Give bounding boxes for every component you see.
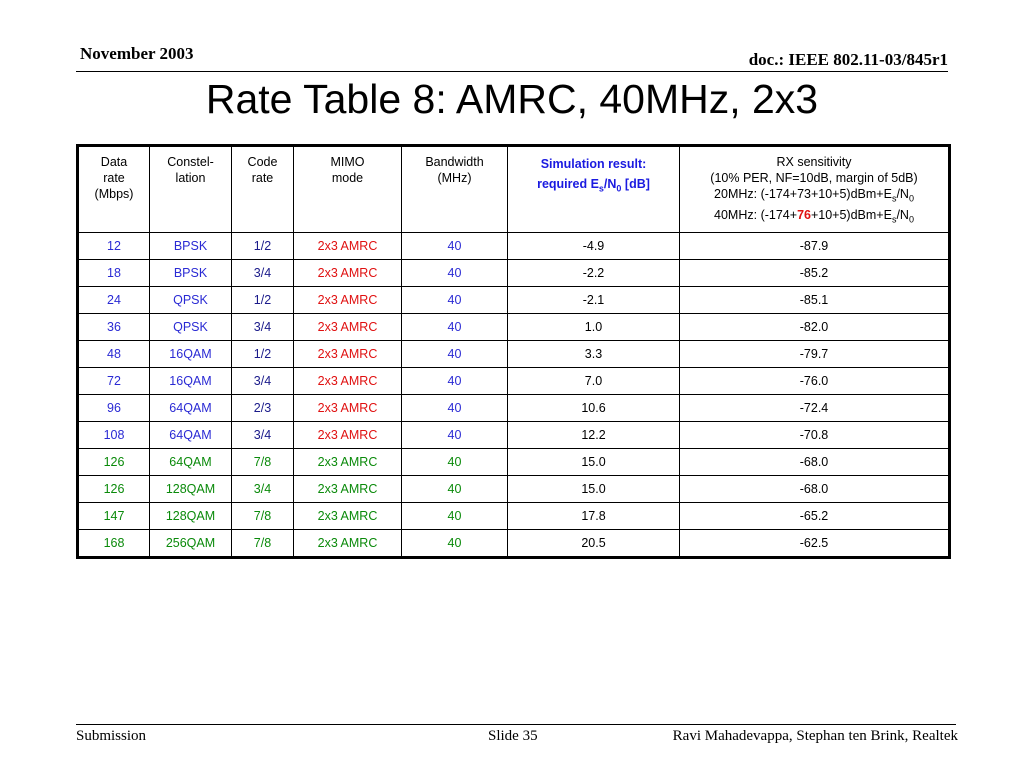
header-text: rate: [103, 171, 125, 185]
cell-rx-sensitivity: -62.5: [680, 530, 950, 558]
cell-rx-sensitivity: -76.0: [680, 368, 950, 395]
header-text: Simulation result:: [540, 157, 647, 171]
cell-data-rate: 18: [78, 260, 150, 287]
cell-simulation-result: 15.0: [508, 449, 680, 476]
cell-mimo-mode: 2x3 AMRC: [294, 476, 402, 503]
cell-rx-sensitivity: -79.7: [680, 341, 950, 368]
table-row: [78, 449, 950, 476]
table-row: [78, 314, 950, 341]
cell-code-rate: 3/4: [232, 476, 294, 503]
cell-data-rate: 24: [78, 287, 150, 314]
cell-mimo-mode: 2x3 AMRC: [294, 287, 402, 314]
footer-submission: Submission: [76, 728, 147, 744]
col-header-constellation: [150, 146, 232, 233]
cell-constellation: 64QAM: [150, 395, 232, 422]
cell-mimo-mode: 2x3 AMRC: [294, 503, 402, 530]
cell-constellation: 64QAM: [150, 449, 232, 476]
header-text: mode: [331, 171, 364, 185]
header-text: Bandwidth: [425, 155, 484, 169]
header-text: /N: [603, 177, 617, 191]
cell-code-rate: 3/4: [232, 314, 294, 341]
cell-bandwidth: 40: [402, 287, 508, 314]
cell-simulation-result: 12.2: [508, 422, 680, 449]
header-date: November 2003: [80, 44, 194, 63]
cell-data-rate: 126: [78, 476, 150, 503]
table-row: [78, 530, 950, 558]
table-row: [78, 503, 950, 530]
cell-mimo-mode: 2x3 AMRC: [294, 314, 402, 341]
cell-data-rate: 48: [78, 341, 150, 368]
table-row: [78, 233, 950, 260]
header-text: (10% PER, NF=10dB, margin of 5dB): [710, 171, 918, 185]
cell-simulation-result: 17.8: [508, 503, 680, 530]
footer-slide-number: Slide 35: [488, 728, 538, 744]
header-text: lation: [175, 171, 206, 185]
header-subscript: 0: [908, 193, 914, 204]
cell-mimo-mode: 2x3 AMRC: [294, 233, 402, 260]
cell-rx-sensitivity: -70.8: [680, 422, 950, 449]
cell-simulation-result: -2.1: [508, 287, 680, 314]
header-text: (MHz): [437, 171, 472, 185]
table-row: [78, 260, 950, 287]
slide-title: Rate Table 8: AMRC, 40MHz, 2x3: [205, 76, 819, 122]
table-body: [78, 233, 950, 558]
cell-bandwidth: 40: [402, 233, 508, 260]
header-text: RX sensitivity: [776, 155, 852, 169]
header-text: MIMO: [330, 155, 365, 169]
cell-mimo-mode: 2x3 AMRC: [294, 449, 402, 476]
cell-code-rate: 7/8: [232, 530, 294, 558]
header-highlight: 76: [797, 207, 811, 222]
cell-mimo-mode: 2x3 AMRC: [294, 422, 402, 449]
table-header-row: [78, 146, 950, 233]
cell-bandwidth: 40: [402, 503, 508, 530]
cell-code-rate: 3/4: [232, 260, 294, 287]
cell-rx-sensitivity: -72.4: [680, 395, 950, 422]
header-text: [dB]: [621, 177, 650, 191]
table-row: [78, 476, 950, 503]
cell-bandwidth: 40: [402, 341, 508, 368]
cell-rx-sensitivity: -82.0: [680, 314, 950, 341]
table-row: [78, 368, 950, 395]
cell-mimo-mode: 2x3 AMRC: [294, 368, 402, 395]
header-text: rate: [251, 171, 274, 185]
cell-simulation-result: 7.0: [508, 368, 680, 395]
header-text: Code: [247, 155, 278, 169]
cell-data-rate: 168: [78, 530, 150, 558]
cell-mimo-mode: 2x3 AMRC: [294, 341, 402, 368]
cell-data-rate: 147: [78, 503, 150, 530]
cell-code-rate: 7/8: [232, 449, 294, 476]
header-text: required E: [537, 177, 599, 191]
cell-constellation: QPSK: [150, 314, 232, 341]
cell-code-rate: 1/2: [232, 233, 294, 260]
footer-divider: [76, 724, 956, 725]
header-text: /N: [896, 187, 909, 201]
header-doc-id: doc.: IEEE 802.11-03/845r1: [748, 50, 948, 69]
cell-constellation: 128QAM: [150, 503, 232, 530]
cell-code-rate: 7/8: [232, 503, 294, 530]
cell-bandwidth: 40: [402, 314, 508, 341]
cell-simulation-result: 10.6: [508, 395, 680, 422]
cell-constellation: 64QAM: [150, 422, 232, 449]
cell-constellation: BPSK: [150, 233, 232, 260]
cell-simulation-result: 20.5: [508, 530, 680, 558]
header-subscript: s: [891, 214, 897, 224]
cell-rx-sensitivity: -68.0: [680, 476, 950, 503]
cell-data-rate: 72: [78, 368, 150, 395]
cell-simulation-result: 1.0: [508, 314, 680, 341]
table-row: [78, 341, 950, 368]
cell-rx-sensitivity: -85.2: [680, 260, 950, 287]
rate-table-container: [76, 144, 948, 559]
header-divider: [76, 71, 948, 72]
col-header-bandwidth: [402, 146, 508, 233]
cell-bandwidth: 40: [402, 422, 508, 449]
header-subscript: 0: [616, 183, 622, 194]
cell-rx-sensitivity: -68.0: [680, 449, 950, 476]
cell-bandwidth: 40: [402, 476, 508, 503]
cell-simulation-result: -4.9: [508, 233, 680, 260]
cell-rx-sensitivity: -85.1: [680, 287, 950, 314]
cell-data-rate: 108: [78, 422, 150, 449]
col-header-mimo-mode: [294, 146, 402, 233]
cell-bandwidth: 40: [402, 449, 508, 476]
cell-bandwidth: 40: [402, 530, 508, 558]
cell-constellation: 16QAM: [150, 341, 232, 368]
footer-authors: Ravi Mahadevappa, Stephan ten Brink, Realtek: [672, 728, 958, 744]
col-header-data-rate: [78, 146, 150, 233]
cell-bandwidth: 40: [402, 395, 508, 422]
header-text: Data: [100, 155, 128, 169]
header-text: (Mbps): [94, 187, 134, 201]
col-header-simulation-result: [508, 146, 680, 233]
header-text: +10+5)dBm+E: [810, 207, 892, 222]
cell-code-rate: 3/4: [232, 368, 294, 395]
cell-mimo-mode: 2x3 AMRC: [294, 395, 402, 422]
cell-constellation: 128QAM: [150, 476, 232, 503]
cell-simulation-result: 3.3: [508, 341, 680, 368]
cell-rx-sensitivity: -65.2: [680, 503, 950, 530]
header-text: 40MHz: (-174+: [714, 207, 798, 222]
cell-mimo-mode: 2x3 AMRC: [294, 530, 402, 558]
cell-mimo-mode: 2x3 AMRC: [294, 260, 402, 287]
cell-simulation-result: 15.0: [508, 476, 680, 503]
cell-constellation: QPSK: [150, 287, 232, 314]
header-subscript: s: [598, 183, 604, 194]
col-header-code-rate: [232, 146, 294, 233]
cell-data-rate: 126: [78, 449, 150, 476]
cell-code-rate: 3/4: [232, 422, 294, 449]
cell-code-rate: 1/2: [232, 287, 294, 314]
cell-bandwidth: 40: [402, 260, 508, 287]
header-text: /N: [896, 207, 909, 222]
cell-constellation: BPSK: [150, 260, 232, 287]
cell-constellation: 16QAM: [150, 368, 232, 395]
cell-simulation-result: -2.2: [508, 260, 680, 287]
cell-data-rate: 96: [78, 395, 150, 422]
cell-rx-sensitivity: -87.9: [680, 233, 950, 260]
cell-constellation: 256QAM: [150, 530, 232, 558]
table-row: [78, 287, 950, 314]
col-header-rx-sensitivity: [680, 146, 950, 233]
cell-code-rate: 2/3: [232, 395, 294, 422]
rate-table: [76, 144, 951, 559]
cell-bandwidth: 40: [402, 368, 508, 395]
header-text: 20MHz: (-174+73+10+5)dBm+E: [714, 187, 892, 201]
table-row: [78, 395, 950, 422]
table-row: [78, 422, 950, 449]
cell-code-rate: 1/2: [232, 341, 294, 368]
cell-data-rate: 12: [78, 233, 150, 260]
header-text: Constel-: [167, 155, 214, 169]
cell-data-rate: 36: [78, 314, 150, 341]
header-subscript: s: [891, 193, 897, 204]
header-subscript: 0: [908, 214, 914, 224]
